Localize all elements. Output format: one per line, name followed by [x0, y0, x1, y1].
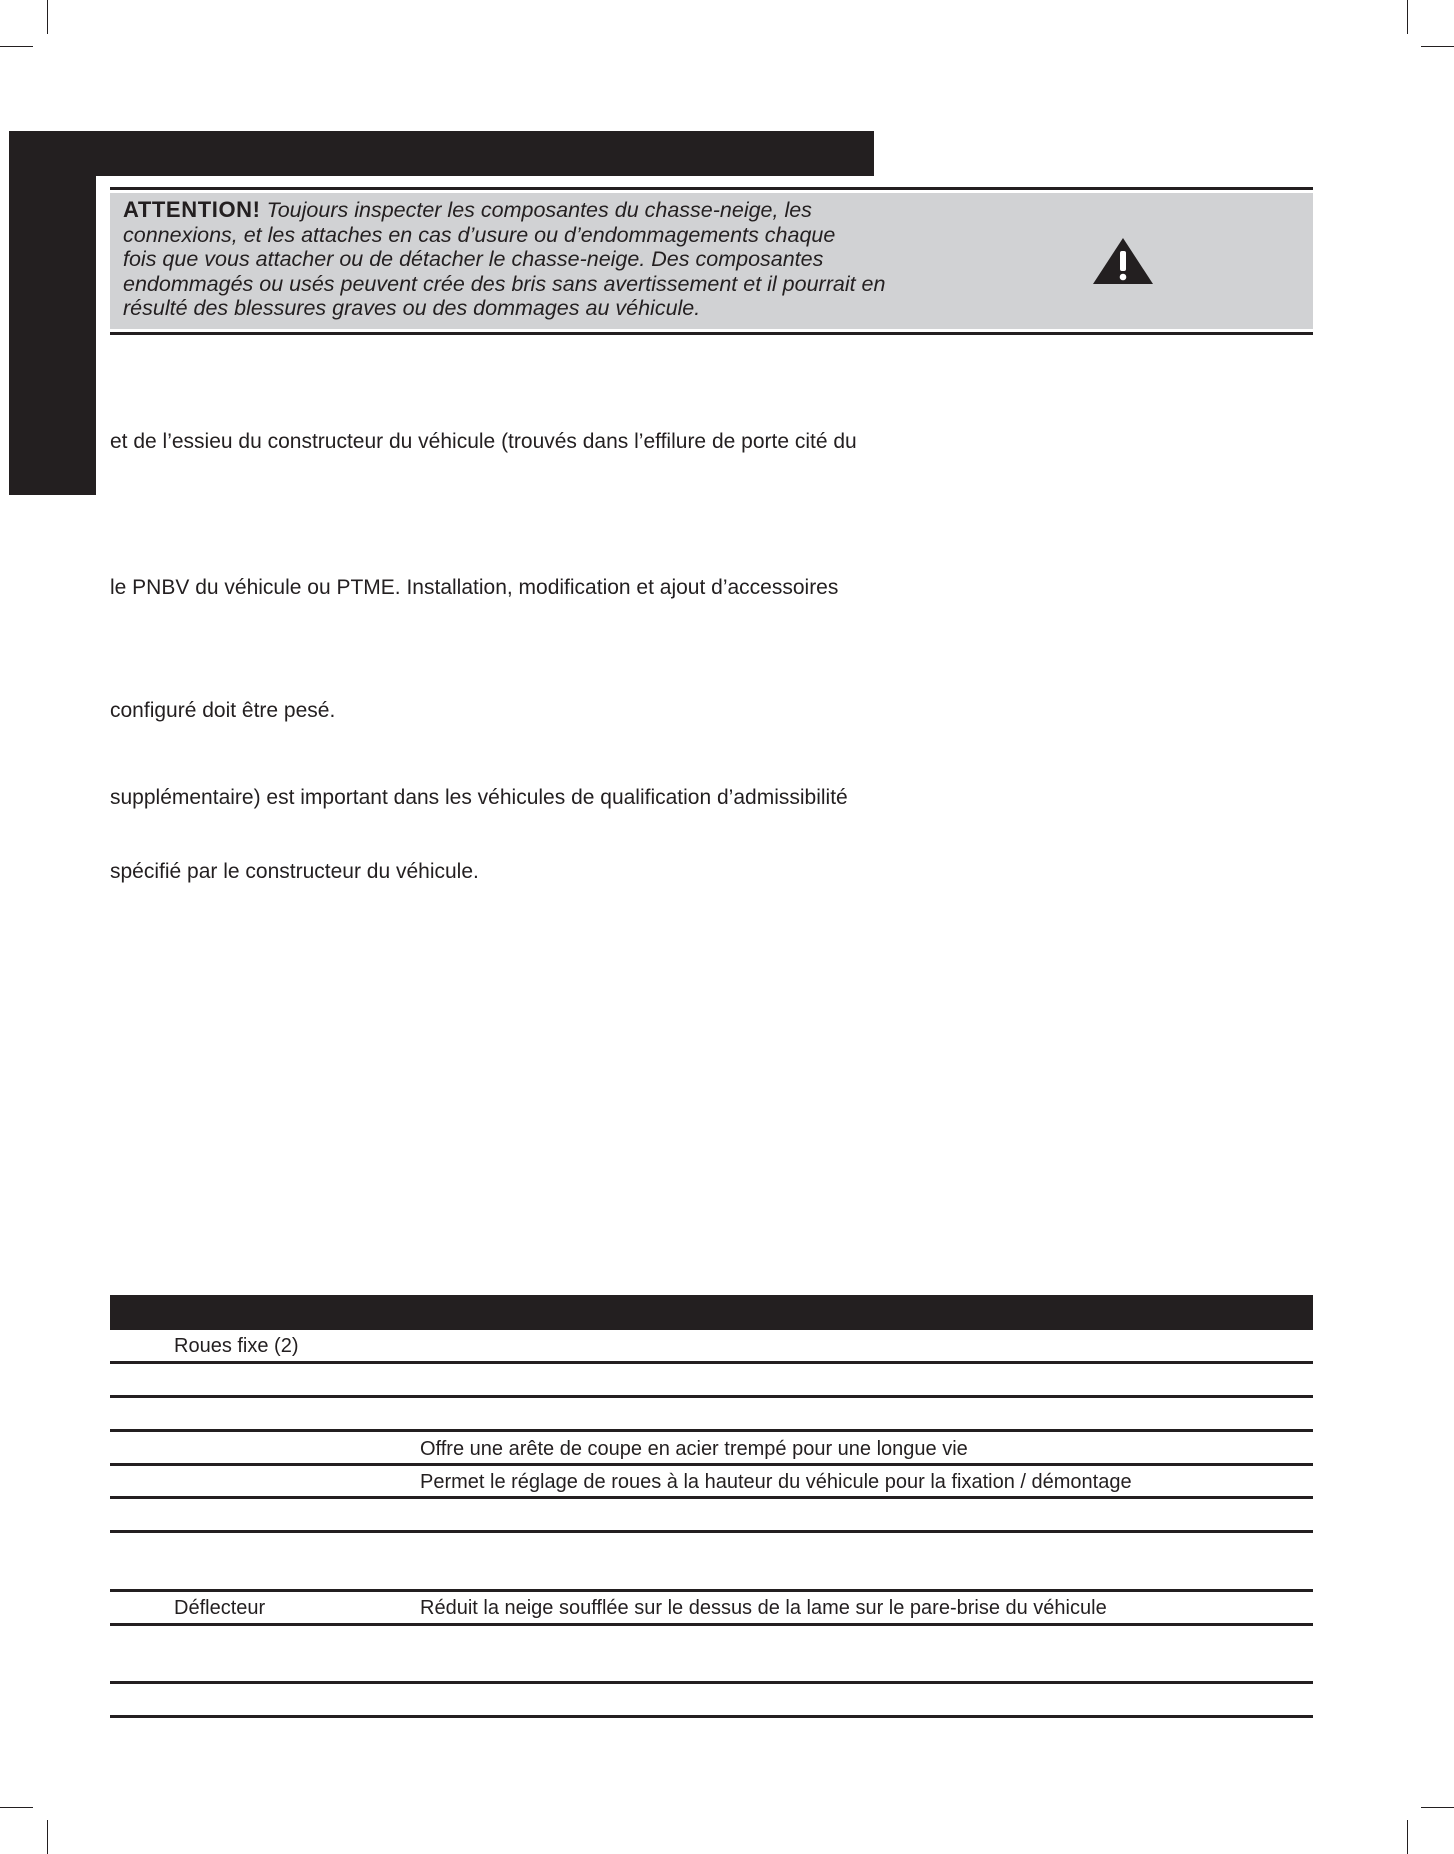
table-row-divider — [110, 1496, 1313, 1499]
table-row-divider — [110, 1530, 1313, 1533]
table-cell-description: Offre une arête de coupe en acier trempé pour une longue vie — [420, 1438, 968, 1460]
crop-mark — [1421, 1807, 1454, 1808]
crop-mark — [47, 0, 48, 34]
table-cell-component: Déflecteur — [174, 1597, 266, 1619]
table-row-divider — [110, 1429, 1313, 1432]
warning-line: endommagés ou usés peuvent crée des bris sans avertissement et il pourrait en — [123, 271, 886, 296]
table-cell-description: Permet le réglage de roues à la hauteur du véhicule pour la fixation / démontage — [420, 1471, 1132, 1493]
body-text-line: le PNBV du véhicule ou PTME. Installation, modification et ajout d’accessoires — [110, 576, 839, 599]
crop-mark — [1407, 1820, 1408, 1854]
warning-heading: ATTENTION! — [123, 197, 261, 222]
crop-mark — [0, 1807, 33, 1808]
body-text-line: supplémentaire) est important dans les véhicules de qualification d’admissibilité — [110, 786, 848, 809]
warning-line: connexions, et les attaches en cas d’usure ou d’endommagements chaque — [123, 222, 836, 247]
table-row-divider — [110, 1589, 1313, 1592]
table-row-divider — [110, 1715, 1313, 1718]
crop-mark — [0, 46, 33, 47]
table-cell-description: Réduit la neige soufflée sur le dessus de la lame sur le pare-brise du véhicule — [420, 1597, 1107, 1619]
table-row-divider — [110, 1463, 1313, 1466]
table-row-divider — [110, 1623, 1313, 1626]
body-text-line: configuré doit être pesé. — [110, 699, 336, 722]
table-row-divider — [110, 1681, 1313, 1684]
warning-bottom-rule — [110, 332, 1313, 335]
side-tab — [9, 131, 96, 495]
section-header-bar — [9, 131, 874, 176]
warning-line — [123, 198, 943, 223]
body-text-line: et de l’essieu du constructeur du véhicule (trouvés dans l’effilure de porte cité du — [110, 430, 857, 453]
body-text-line: spécifié par le constructeur du véhicule. — [110, 860, 479, 883]
warning-triangle-icon — [1092, 236, 1154, 286]
table-row-divider — [110, 1361, 1313, 1364]
warning-line-text: Toujours inspecter les composantes du chasse-neige, les — [266, 198, 812, 222]
table-header-bar — [110, 1295, 1313, 1330]
crop-mark — [1421, 46, 1454, 47]
table-row-divider — [110, 1395, 1313, 1398]
warning-text — [123, 198, 943, 321]
warning-line: résulté des blessures graves ou des dommages au véhicule. — [123, 296, 701, 321]
crop-mark — [1407, 0, 1408, 34]
warning-line: fois que vous attacher ou de détacher le chasse-neige. Des composantes — [123, 247, 824, 272]
warning-top-rule — [110, 187, 1313, 190]
table-cell-component: Roues fixe (2) — [174, 1335, 299, 1357]
crop-mark — [47, 1820, 48, 1854]
